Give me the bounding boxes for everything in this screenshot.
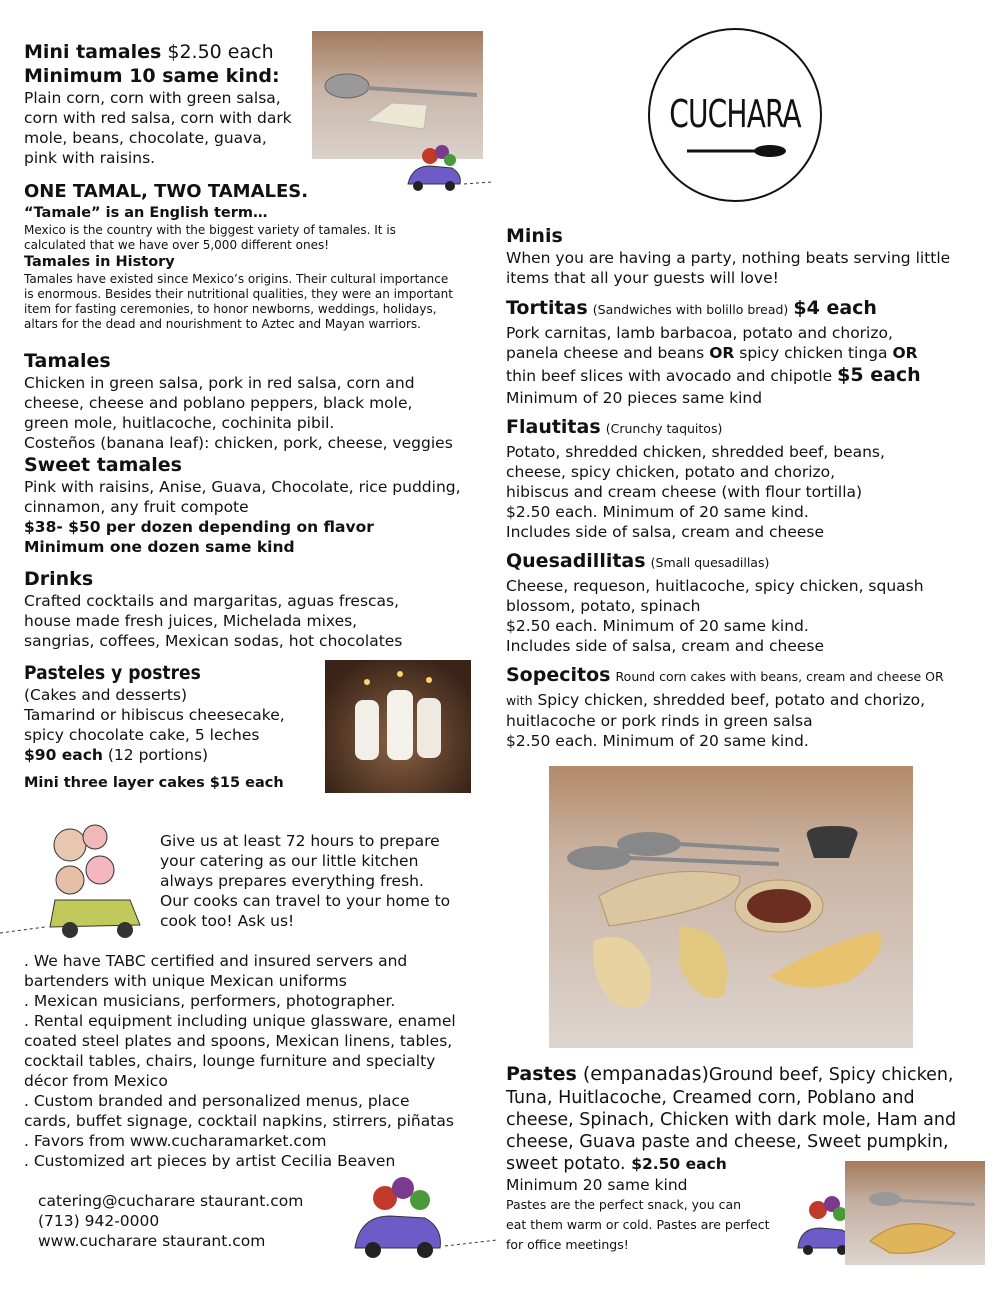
- tortitas-minimum: Minimum of 20 pieces same kind: [506, 389, 763, 407]
- mini-cakes: Mini three layer cakes $15 each: [24, 775, 284, 791]
- services-line: coated steel plates and spoons, Mexican linens, tables,: [24, 1032, 453, 1050]
- empanada-photo: [845, 1161, 985, 1265]
- history-text: item for fasting ceremonies, to honor newborns, weddings, holidays,: [24, 302, 437, 316]
- sweet-line: Pink with raisins, Anise, Guava, Chocolate, rice pudding,: [24, 478, 461, 496]
- tamales-line: green mole, huitlacoche, cochinita pibil.: [24, 414, 335, 432]
- quesadillitas-line: Cheese, requeson, huitlacoche, spicy chicken, squash: [506, 577, 924, 595]
- quesadillitas-section: [506, 549, 986, 656]
- sopecitos-line: Spicy chicken, shredded beef, potato and chorizo,: [532, 691, 926, 709]
- empanada-image: [845, 1161, 985, 1265]
- contact-web[interactable]: www.cucharare staurant.com: [38, 1232, 266, 1250]
- mini-tamales-price: $2.50 each: [167, 41, 274, 63]
- sopecitos-line: huitlacoche or pork rinds in green salsa: [506, 712, 813, 730]
- drinks-line: house made fresh juices, Michelada mixes,: [24, 612, 358, 630]
- sweet-title: Sweet tamales: [24, 454, 182, 476]
- one-tamal-text: Mexico is the country with the biggest variety of tamales. It is: [24, 223, 396, 237]
- notice-line: your catering as our little kitchen: [160, 852, 419, 870]
- mini-tamales-line: mole, beans, chocolate, guava,: [24, 129, 267, 147]
- or-label: OR: [892, 344, 918, 362]
- car-doodle-icon: [345, 1168, 500, 1263]
- services-line: décor from Mexico: [24, 1072, 168, 1090]
- tortitas-line: panela cheese and beans: [506, 344, 710, 362]
- tortitas-line: spicy chicken tinga: [734, 344, 893, 362]
- drinks-section: [24, 567, 494, 651]
- services-line: . Rental equipment including unique glassware, enamel: [24, 1012, 456, 1030]
- pastes-line: cheese, Spinach, Chicken with dark mole, Ham and: [506, 1110, 957, 1130]
- pastes-note: for office meetings!: [506, 1237, 629, 1252]
- tamales-line: cheese, cheese and poblano peppers, black mole,: [24, 394, 413, 412]
- pasteles-price: $90 each: [24, 746, 103, 764]
- history-text: is enormous. Besides their nutritional qualities, they were an important: [24, 287, 453, 301]
- flautitas-line: Potato, shredded chicken, shredded beef, beans,: [506, 443, 885, 461]
- mini-tamales-title: Mini tamales: [24, 41, 162, 63]
- drinks-title: Drinks: [24, 568, 94, 590]
- notice-line: Our cooks can travel to your home to: [160, 892, 451, 910]
- minis-section: [506, 224, 976, 288]
- logo-text: CUCHARA: [669, 92, 801, 136]
- pastes-minimum: Minimum 20 same kind: [506, 1176, 688, 1194]
- pastes-note: eat them warm or cold. Pastes are perfect: [506, 1217, 770, 1232]
- tortitas-title: Tortitas: [506, 297, 588, 319]
- services-line: . Mexican musicians, performers, photographer.: [24, 992, 396, 1010]
- flautitas-line: Includes side of salsa, cream and cheese: [506, 523, 825, 541]
- sopecitos-note: Round corn cakes with beans, cream and cheese OR: [615, 669, 944, 684]
- services-line: bartenders with unique Mexican uniforms: [24, 972, 347, 990]
- cakes-image: [325, 660, 471, 793]
- tortitas-line: Pork carnitas, lamb barbacoa, potato and chorizo,: [506, 324, 893, 342]
- pastes-line: cheese, Guava paste and cheese, Sweet pumpkin,: [506, 1132, 949, 1152]
- food-photo: [549, 766, 913, 1048]
- pasteles-portions: (12 portions): [102, 746, 209, 764]
- services-line: . We have TABC certified and insured servers and: [24, 952, 408, 970]
- pastes-line: sweet potato.: [506, 1154, 632, 1174]
- spoon-icon: [685, 142, 790, 162]
- one-tamal-section: [24, 180, 484, 332]
- drinks-line: Crafted cocktails and margaritas, aguas frescas,: [24, 592, 400, 610]
- quesadillitas-line: $2.50 each. Minimum of 20 same kind.: [506, 617, 809, 635]
- pastes-note: Pastes are the perfect snack, you can: [506, 1197, 742, 1212]
- services-line: cocktail tables, chairs, lounge furniture and specialty: [24, 1052, 436, 1070]
- history-title: Tamales in History: [24, 254, 175, 270]
- tamales-title: Tamales: [24, 350, 111, 372]
- pasteles-line: spicy chocolate cake, 5 leches: [24, 726, 260, 744]
- sopecitos-line: $2.50 each. Minimum of 20 same kind.: [506, 732, 809, 750]
- one-tamal-subtitle: “Tamale” is an English term…: [24, 205, 268, 221]
- flautitas-note: (Crunchy taquitos): [605, 421, 723, 436]
- pastes-price: $2.50 each: [631, 1155, 727, 1173]
- mini-tamales-line: pink with raisins.: [24, 149, 156, 167]
- history-text: altars for the dead and nourishment to Aztec and Mayan warriors.: [24, 317, 421, 331]
- mini-tamales-line: corn with red salsa, corn with dark: [24, 109, 292, 127]
- mini-tamales-minimum: Minimum 10 same kind:: [24, 65, 280, 87]
- quesadillitas-line: blossom, potato, spinach: [506, 597, 701, 615]
- quesadillitas-note: (Small quesadillas): [650, 555, 770, 570]
- pasteles-line: Tamarind or hibiscus cheesecake,: [24, 706, 285, 724]
- sweet-line: cinnamon, any fruit compote: [24, 498, 249, 516]
- one-tamal-text: calculated that we have over 5,000 different ones!: [24, 238, 330, 252]
- flautitas-section: [506, 415, 986, 542]
- food-image: [549, 766, 913, 1048]
- history-text: Tamales have existed since Mexico’s origins. Their cultural importance: [24, 272, 449, 286]
- tamales-section: [24, 349, 494, 453]
- mini-tamales-section: [24, 40, 314, 168]
- contact-email[interactable]: catering@cucharare staurant.com: [38, 1192, 304, 1210]
- minis-line: When you are having a party, nothing beats serving little: [506, 249, 951, 267]
- quesadillitas-line: Includes side of salsa, cream and cheese: [506, 637, 825, 655]
- tortitas-note: (Sandwiches with bolillo bread): [592, 302, 789, 317]
- sopecitos-section: [506, 663, 986, 751]
- services-line: . Favors from www.cucharamarket.com: [24, 1132, 327, 1150]
- drinks-line: sangrias, coffees, Mexican sodas, hot chocolates: [24, 632, 403, 650]
- tortitas-section: [506, 296, 986, 408]
- pastes-line: Tuna, Huitlacoche, Creamed corn, Poblano and: [506, 1088, 915, 1108]
- sopecitos-note: with: [506, 693, 533, 708]
- sopecitos-title: Sopecitos: [506, 664, 611, 686]
- sweet-tamales-section: [24, 453, 494, 557]
- notice-line: Give us at least 72 hours to prepare: [160, 832, 440, 850]
- animals-car-doodle-icon: [0, 815, 155, 950]
- notice-line: always prepares everything fresh.: [160, 872, 424, 890]
- services-line: . Customized art pieces by artist Cecilia Beaven: [24, 1152, 396, 1170]
- or-label: OR: [709, 344, 735, 362]
- sweet-price: $38- $50 per dozen depending on flavor: [24, 518, 374, 536]
- tamales-line: Chicken in green salsa, pork in red salsa, corn and: [24, 374, 415, 392]
- services-line: cards, buffet signage, cocktail napkins, stirrers, piñatas: [24, 1112, 454, 1130]
- flautitas-title: Flautitas: [506, 416, 601, 438]
- services-line: . Custom branded and personalized menus, place: [24, 1092, 410, 1110]
- notice-section: [160, 831, 480, 931]
- quesadillitas-title: Quesadillitas: [506, 550, 646, 572]
- pasteles-title: Pasteles y postres: [24, 662, 201, 684]
- flautitas-line: $2.50 each. Minimum of 20 same kind.: [506, 503, 809, 521]
- one-tamal-title: ONE TAMAL, TWO TAMALES.: [24, 181, 309, 202]
- minis-line: items that all your guests will love!: [506, 269, 779, 287]
- mini-tamales-line: Plain corn, corn with green salsa,: [24, 89, 281, 107]
- pastes-line: Ground beef, Spicy chicken,: [708, 1065, 954, 1085]
- cakes-photo: [325, 660, 471, 793]
- notice-line: cook too! Ask us!: [160, 912, 295, 930]
- contact-phone[interactable]: (713) 942-0000: [38, 1212, 160, 1230]
- services-section: [24, 951, 494, 1171]
- cuchara-logo: [648, 28, 822, 202]
- minis-title: Minis: [506, 225, 563, 247]
- flautitas-line: hibiscus and cream cheese (with flour tortilla): [506, 483, 863, 501]
- pastes-sub: (empanadas): [576, 1063, 709, 1085]
- flautitas-line: cheese, spicy chicken, potato and chorizo,: [506, 463, 836, 481]
- contact-section: [38, 1191, 338, 1251]
- pastes-title: Pastes: [506, 1063, 577, 1085]
- tortitas-price: $4 each: [793, 297, 877, 319]
- sweet-minimum: Minimum one dozen same kind: [24, 538, 295, 556]
- pasteles-section: [24, 661, 324, 793]
- pasteles-line: (Cakes and desserts): [24, 686, 188, 704]
- tamales-line: Costeños (banana leaf): chicken, pork, cheese, veggies: [24, 434, 453, 452]
- tortitas-price-2: $5 each: [837, 364, 921, 386]
- tortitas-line: thin beef slices with avocado and chipotle: [506, 367, 838, 385]
